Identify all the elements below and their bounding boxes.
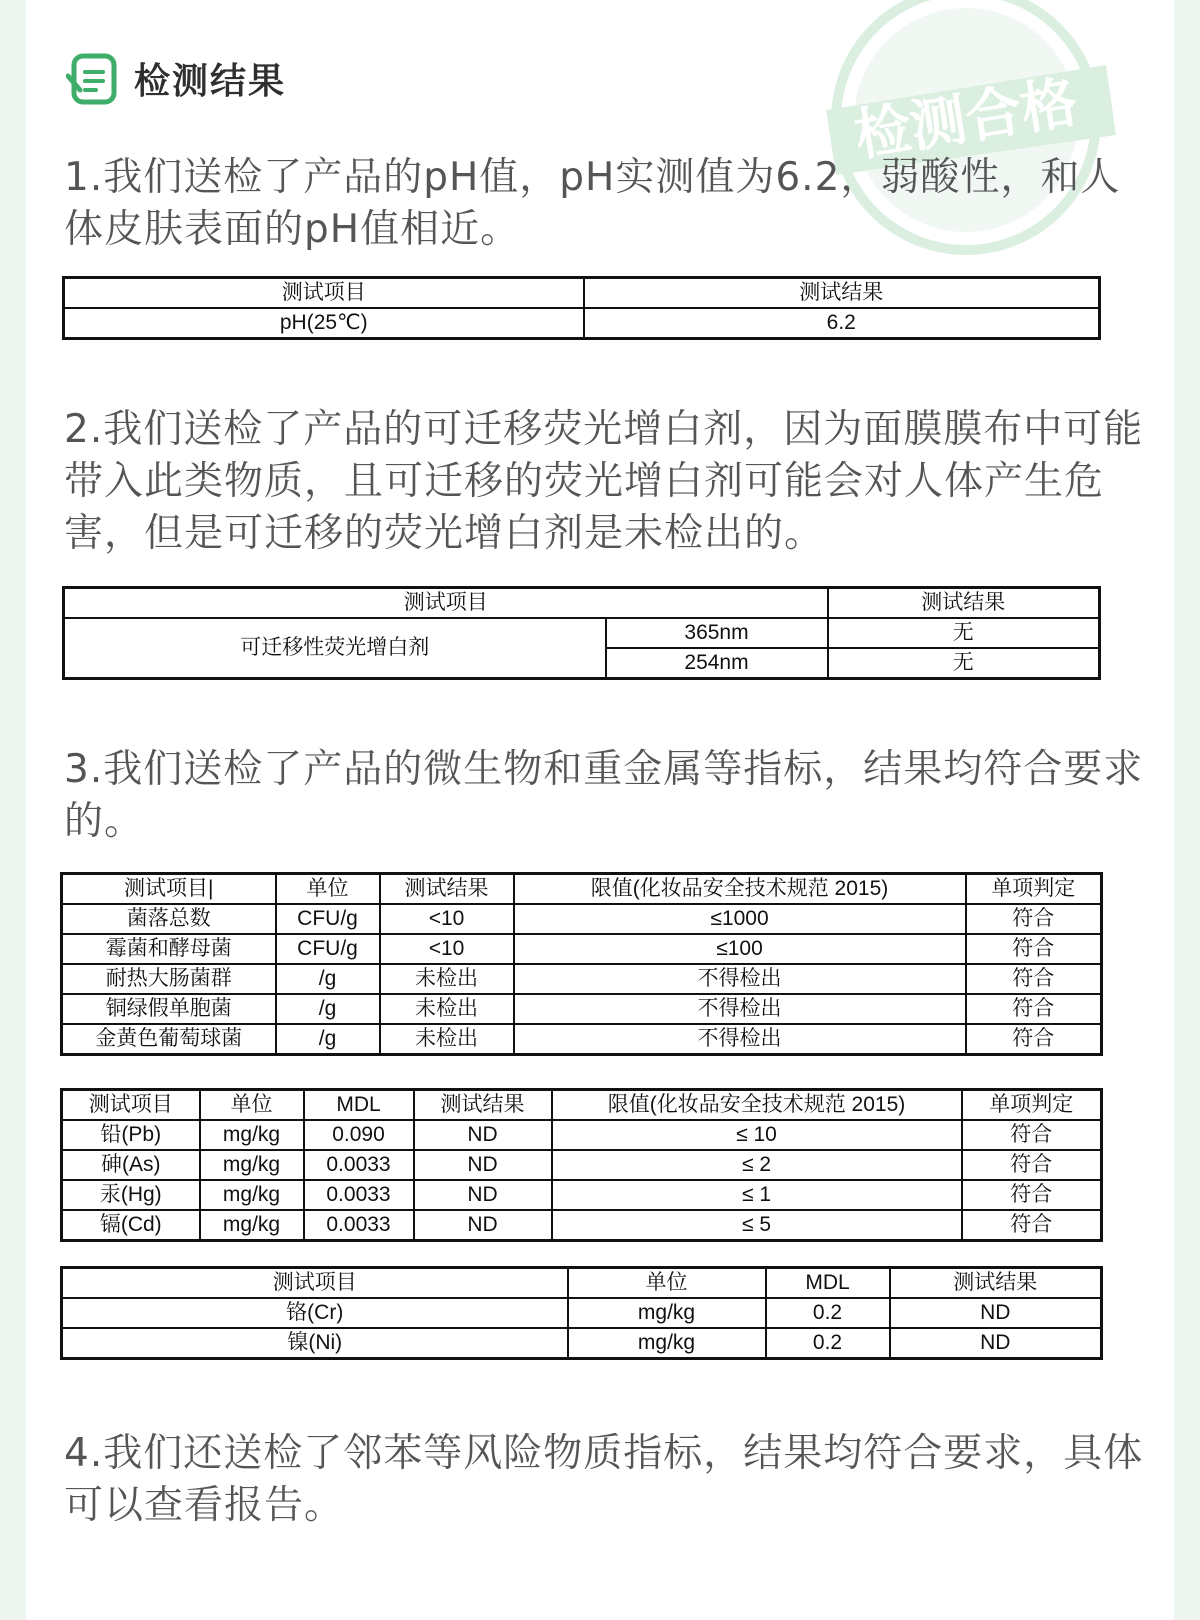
table-header-cell: 单位	[200, 1090, 304, 1121]
table-cell: ND	[890, 1328, 1102, 1359]
table-header-row	[62, 1090, 1102, 1121]
table-cell: /g	[276, 1024, 380, 1055]
table-cell: 未检出	[380, 994, 514, 1024]
table-row	[62, 1120, 1102, 1150]
table-cell: 无	[828, 618, 1100, 648]
table-row	[64, 618, 1100, 648]
table-header-cell: 单位	[568, 1268, 766, 1299]
table-cell: 不得检出	[514, 1024, 966, 1055]
table-cell: 365nm	[606, 618, 828, 648]
table-row	[62, 1150, 1102, 1180]
table-cell: 镍(Ni)	[62, 1328, 568, 1359]
table-cell: ND	[414, 1180, 552, 1210]
table-cell: 0.0033	[304, 1150, 414, 1180]
table-cell: CFU/g	[276, 934, 380, 964]
table-row	[62, 964, 1102, 994]
table-header-cell: 测试结果	[584, 278, 1100, 309]
table-cell: 符合	[966, 964, 1102, 994]
table-cell: 符合	[962, 1120, 1102, 1150]
table-header-cell: 测试项目	[64, 278, 584, 309]
table-header-row	[64, 278, 1100, 309]
table-cell: mg/kg	[568, 1298, 766, 1328]
table-cell: ≤1000	[514, 904, 966, 934]
table-cell: 6.2	[584, 308, 1100, 339]
table-cell: ND	[414, 1150, 552, 1180]
table-header-cell: MDL	[766, 1268, 890, 1299]
table-cell: /g	[276, 964, 380, 994]
table-cell: 符合	[966, 904, 1102, 934]
table-cell: 铜绿假单胞菌	[62, 994, 276, 1024]
table-row	[62, 934, 1102, 964]
table-cell: 菌落总数	[62, 904, 276, 934]
table-cell: 不得检出	[514, 964, 966, 994]
table-header-cell: MDL	[304, 1090, 414, 1121]
section-4-text: 4.我们还送检了邻苯等风险物质指标，结果均符合要求，具体可以查看报告。	[64, 1431, 1144, 1528]
table-cell: 符合	[962, 1180, 1102, 1210]
page	[26, 0, 1174, 1620]
table-header-row	[62, 1268, 1102, 1299]
table-cell: 金黄色葡萄球菌	[62, 1024, 276, 1055]
table-header-row	[64, 588, 1100, 619]
table-cell: 霉菌和酵母菌	[62, 934, 276, 964]
table-cell: 可迁移性荧光增白剂	[64, 618, 606, 679]
table-cell: 0.0033	[304, 1180, 414, 1210]
table-cell: 汞(Hg)	[62, 1180, 200, 1210]
table-header-cell: 测试项目	[64, 588, 828, 619]
table-header-cell: 测试结果	[890, 1268, 1102, 1299]
table-header-cell: 测试结果	[380, 874, 514, 905]
table-row	[64, 308, 1100, 339]
table-row	[62, 1180, 1102, 1210]
section-2-text: 2.我们送检了产品的可迁移荧光增白剂，因为面膜膜布中可能带入此类物质，且可迁移的荧光增白剂可能会对人体产生危害，但是可迁移的荧光增白剂是未检出的。	[64, 407, 1144, 556]
table-header-cell: 测试结果	[828, 588, 1100, 619]
table-cell: 0.0033	[304, 1210, 414, 1241]
table-cell: ≤ 1	[552, 1180, 962, 1210]
fluorescent-table	[62, 586, 1101, 680]
chromium-nickel-table	[60, 1266, 1103, 1360]
heavy-metal-table	[60, 1088, 1103, 1242]
table-header-cell: 单位	[276, 874, 380, 905]
table-row	[62, 1210, 1102, 1241]
table-header-cell: 测试项目	[62, 1268, 568, 1299]
table-row	[62, 994, 1102, 1024]
table-cell: pH(25℃)	[64, 308, 584, 339]
table-row	[62, 1024, 1102, 1055]
table-header-row	[62, 874, 1102, 905]
table-cell: /g	[276, 994, 380, 1024]
clipboard-list-icon	[66, 50, 122, 106]
table-cell: 符合	[966, 994, 1102, 1024]
table-cell: 不得检出	[514, 994, 966, 1024]
section-3-text: 3.我们送检了产品的微生物和重金属等指标，结果均符合要求的。	[64, 747, 1144, 844]
table-cell: 0.2	[766, 1298, 890, 1328]
table-row	[62, 904, 1102, 934]
table-cell: 0.090	[304, 1120, 414, 1150]
table-cell: ≤100	[514, 934, 966, 964]
section-header	[66, 48, 286, 108]
table-cell: mg/kg	[200, 1120, 304, 1150]
table-cell: <10	[380, 934, 514, 964]
table-cell: ≤ 10	[552, 1120, 962, 1150]
ph-table	[62, 276, 1101, 340]
table-header-cell: 限值(化妆品安全技术规范 2015)	[514, 874, 966, 905]
table-cell: 未检出	[380, 1024, 514, 1055]
table-cell: ND	[414, 1210, 552, 1241]
table-cell: 耐热大肠菌群	[62, 964, 276, 994]
table-cell: 符合	[966, 1024, 1102, 1055]
svg-text:检测合格: 检测合格	[850, 69, 1082, 170]
page-title: 检测结果	[134, 60, 287, 102]
table-cell: 254nm	[606, 648, 828, 679]
table-cell: ND	[890, 1298, 1102, 1328]
table-cell: mg/kg	[200, 1150, 304, 1180]
table-cell: ND	[414, 1120, 552, 1150]
table-cell: 砷(As)	[62, 1150, 200, 1180]
table-cell: mg/kg	[568, 1328, 766, 1359]
table-row	[62, 1298, 1102, 1328]
table-cell: 符合	[962, 1150, 1102, 1180]
table-cell: mg/kg	[200, 1180, 304, 1210]
table-cell: ≤ 2	[552, 1150, 962, 1180]
section-1-text: 1.我们送检了产品的pH值，pH实测值为6.2，弱酸性，和人体皮肤表面的pH值相近。	[64, 155, 1121, 252]
table-header-cell: 测试项目	[62, 1090, 200, 1121]
table-cell: mg/kg	[200, 1210, 304, 1241]
table-cell: 铬(Cr)	[62, 1298, 568, 1328]
table-header-cell: 单项判定	[966, 874, 1102, 905]
table-row	[62, 1328, 1102, 1359]
table-cell: <10	[380, 904, 514, 934]
table-cell: CFU/g	[276, 904, 380, 934]
table-header-cell: 测试结果	[414, 1090, 552, 1121]
table-cell: 无	[828, 648, 1100, 679]
table-cell: 铅(Pb)	[62, 1120, 200, 1150]
table-cell: 未检出	[380, 964, 514, 994]
table-header-cell: 限值(化妆品安全技术规范 2015)	[552, 1090, 962, 1121]
table-cell: 符合	[962, 1210, 1102, 1241]
table-cell: 符合	[966, 934, 1102, 964]
microbe-table	[60, 872, 1103, 1056]
table-header-cell: 测试项目|	[62, 874, 276, 905]
table-cell: ≤ 5	[552, 1210, 962, 1241]
table-header-cell: 单项判定	[962, 1090, 1102, 1121]
table-cell: 0.2	[766, 1328, 890, 1359]
table-cell: 镉(Cd)	[62, 1210, 200, 1241]
